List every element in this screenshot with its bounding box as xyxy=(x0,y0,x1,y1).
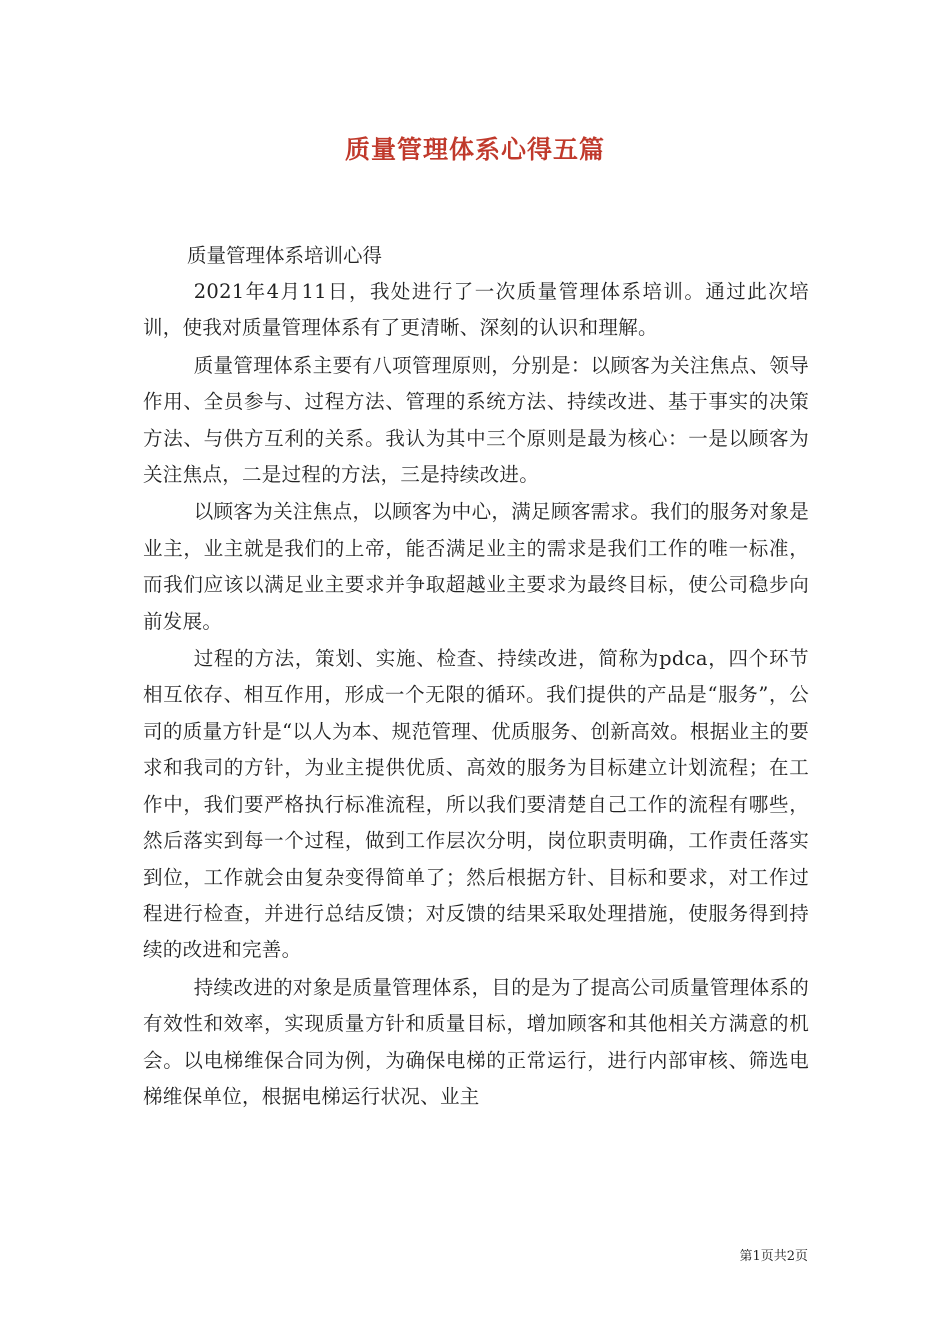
paragraph-4: 过程的方法，策划、实施、检查、持续改进，简称为pdca，四个环节相互依存、相互作用，形成一个无限的循环。我们提供的产品是“服务”，公司的质量方针是“以人为本、规范管理、优质服务、创新高效。根据业主的要求和我司的方针，为业主提供优质、高效的服务为目标建立计划流程；在工作中，我们要严格执行标准流程，所以我们要清楚自己工作的流程有哪些，然后落实到每一个过程，做到工作层次分明，岗位职责明确，工作责任落实到位，工作就会由复杂变得简单了；然后根据方针、目标和要求，对工作过程进行检查，并进行总结反馈；对反馈的结果采取处理措施，使服务得到持续的改进和完善。 xyxy=(143,647,809,962)
paragraph-3: 以顾客为关注焦点，以顾客为中心，满足顾客需求。我们的服务对象是业主，业主就是我们的上帝，能否满足业主的需求是我们工作的唯一标准，而我们应该以满足业主要求并争取超越业主要求为最终目标，使公司稳步向前发展。 xyxy=(143,500,809,633)
document-body xyxy=(143,238,809,1116)
paragraph-2: 质量管理体系主要有八项管理原则，分别是：以顾客为关注焦点、领导作用、全员参与、过程方法、管理的系统方法、持续改进、基于事实的决策方法、与供方互利的关系。我认为其中三个原则是最为核心：一是以顾客为关注焦点，二是过程的方法，三是持续改进。 xyxy=(143,353,809,487)
document-title: 质量管理体系心得五篇 xyxy=(344,135,605,164)
page-number-footer xyxy=(739,1245,808,1264)
paragraph-5: 持续改进的对象是质量管理体系，目的是为了提高公司质量管理体系的有效性和效率，实现质量方针和质量目标，增加顾客和其他相关方满意的机会。以电梯维保合同为例，为确保电梯的正常运行，进行内部审核、筛选电梯维保单位，根据电梯运行状况、业主 xyxy=(143,975,809,1108)
page-number-label: 第1页共2页 xyxy=(739,1249,808,1264)
paragraph-1: 2021年4月11日，我处进行了一次质量管理体系培训。通过此次培训，使我对质量管理体系有了更清晰、深刻的认识和理解。 xyxy=(143,280,809,340)
document-subtitle: 质量管理体系培训心得 xyxy=(187,244,383,267)
